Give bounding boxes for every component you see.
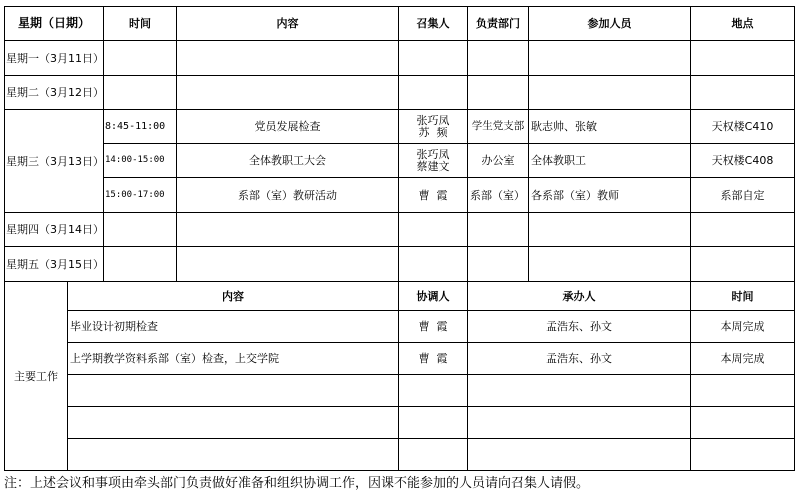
grid-line — [4, 246, 795, 247]
main-work-label: 主要工作 — [14, 369, 58, 383]
main-work-row2-coordinator: 曹 霞 — [418, 352, 448, 365]
wed-row3-time: 15:00-17:00 — [105, 189, 165, 200]
main-work-row1-time: 本周完成 — [720, 320, 765, 333]
wed-row2-location: 天权楼C408 — [711, 154, 774, 167]
wed-row3-convener: 曹 霞 — [418, 188, 448, 202]
main-work-row1-content: 毕业设计初期检查 — [70, 320, 158, 333]
wed-row3-dept: 系部（室） — [470, 188, 525, 202]
wed-row1-convener — [398, 109, 468, 144]
wed-row1-content: 党员发展检查 — [254, 120, 321, 133]
grid-line — [67, 406, 795, 407]
wed-row3-content: 系部（室）教研活动 — [238, 188, 337, 202]
wed-row2-dept: 办公室 — [481, 154, 515, 167]
header-dept: 负责部门 — [476, 17, 520, 30]
wed-row1-time: 8:45-11:00 — [105, 121, 166, 132]
convener-line: 张巧凤 — [416, 147, 450, 161]
grid-line — [4, 470, 795, 471]
convener-line: 苏 频 — [418, 125, 448, 139]
wed-row1-participants: 耿志帅、张敏 — [531, 120, 597, 133]
convener-line: 蔡建文 — [416, 159, 450, 173]
wed-row1-location: 天权楼C410 — [711, 120, 774, 133]
day-tuesday: 星期二（3月12日） — [6, 86, 104, 99]
grid-line — [67, 438, 795, 439]
main-work-row2-content: 上学期教学资料系部（室）检查，上交学院 — [70, 352, 279, 365]
main-work-row2-handler: 孟浩东、孙文 — [546, 352, 612, 365]
day-wednesday: 星期三（3月13日） — [6, 154, 104, 168]
wed-row2-convener — [398, 143, 468, 178]
main-work-row1-handler: 孟浩东、孙文 — [546, 320, 612, 333]
header-participants: 参加人员 — [587, 17, 632, 30]
day-monday: 星期一（3月11日） — [6, 51, 104, 65]
main-work-header-time: 时间 — [731, 289, 754, 303]
header-convener: 召集人 — [416, 17, 450, 30]
header-day: 星期（日期） — [17, 16, 90, 30]
wed-row1-dept: 学生党支部 — [471, 120, 525, 132]
grid-line — [794, 6, 795, 471]
header-time: 时间 — [129, 17, 151, 30]
main-work-row1-coordinator: 曹 霞 — [418, 320, 448, 333]
wed-row3-participants: 各系部（室）教师 — [531, 188, 619, 202]
header-content: 内容 — [276, 17, 299, 30]
footer-note: 注：上述会议和事项由牵头部门负责做好准备和组织协调工作，因课不能参加的人员请向召集人请假。 — [4, 476, 590, 491]
wed-row2-participants: 全体教职工 — [531, 154, 586, 167]
main-work-header-coordinator: 协调人 — [416, 289, 450, 303]
grid-line — [4, 75, 795, 76]
wed-row2-content: 全体教职工大会 — [249, 154, 326, 167]
wed-row3-location: 系部自定 — [720, 188, 765, 202]
main-work-header-content: 内容 — [222, 289, 244, 303]
day-friday: 星期五（3月15日） — [6, 257, 104, 271]
main-work-header-handler: 承办人 — [562, 289, 596, 303]
wed-row2-time: 14:00-15:00 — [105, 155, 165, 165]
day-thursday: 星期四（3月14日） — [6, 223, 104, 236]
main-work-row2-time: 本周完成 — [720, 352, 765, 365]
convener-line: 张巧凤 — [416, 113, 450, 127]
header-location: 地点 — [731, 17, 754, 30]
